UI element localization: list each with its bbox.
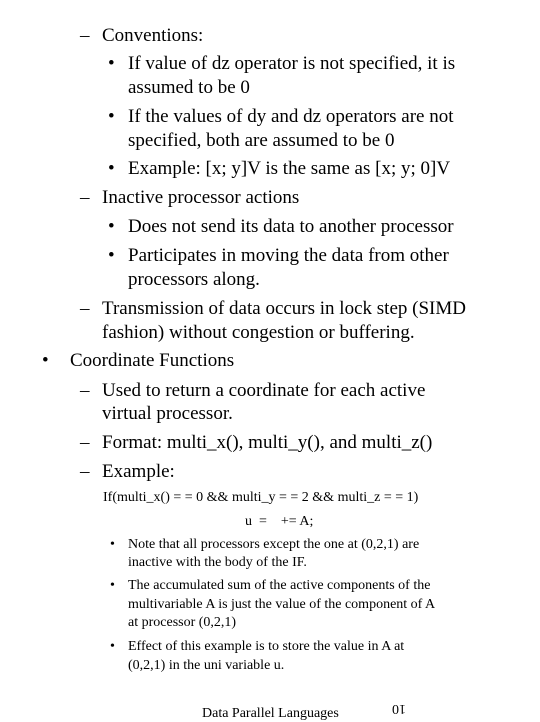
transmission-line-2: fashion) without congestion or buffering. [102,322,415,343]
bullet-marker: • [108,106,115,127]
dz-rule-line-2: assumed to be 0 [128,77,250,98]
bullet-marker: • [108,158,115,179]
code-assign-line: u = += A; [245,514,314,529]
dash-marker: – [80,25,90,46]
bullet-marker: • [42,350,49,371]
dash-marker: – [80,187,90,208]
dash-marker: – [80,298,90,319]
used-to-return-line-1: Used to return a coordinate for each active [102,380,426,401]
bullet-marker: • [110,639,115,654]
dash-marker: – [80,380,90,401]
conventions-heading: Conventions: [102,25,204,46]
footer-title: Data Parallel Languages [202,706,339,721]
coordinate-functions-heading: Coordinate Functions [70,350,235,371]
conventions-example: Example: [x; y]V is the same as [x; y; 0]V [128,158,451,179]
participates-line-2: processors along. [128,269,260,290]
note-2-line-2: multivariable A is just the value of the component of A [128,597,436,612]
dy-dz-rule-line-2: specified, both are assumed to be 0 [128,130,395,151]
format-line: Format: multi_x(), multi_y(), and multi_z() [102,432,433,453]
note-2-line-3: at processor (0,2,1) [128,615,237,630]
dz-rule-line-1: If value of dz operator is not specified, it is [128,53,456,74]
used-to-return-line-2: virtual processor. [102,403,233,424]
no-send-line: Does not send its data to another processor [128,216,454,237]
dash-marker: – [80,461,90,482]
bullet-marker: • [110,578,115,593]
dy-dz-rule-line-1: If the values of dy and dz operators are not [128,106,454,127]
code-if-line: If(multi_x() = = 0 && multi_y = = 2 && multi_z = = 1) [103,490,419,505]
note-3-line-1: Effect of this example is to store the value in A at [128,639,405,654]
page-number: 10 [392,701,406,716]
note-1-line-1: Note that all processors except the one at (0,2,1) are [128,537,420,552]
bullet-marker: • [108,245,115,266]
example-heading: Example: [102,461,175,482]
inactive-actions-heading: Inactive processor actions [102,187,300,208]
note-1-line-2: inactive with the body of the IF. [128,555,307,570]
bullet-marker: • [108,216,115,237]
transmission-line-1: Transmission of data occurs in lock step (SIMD [102,298,466,319]
participates-line-1: Participates in moving the data from other [128,245,449,266]
note-3-line-2: (0,2,1) in the uni variable u. [128,658,285,673]
bullet-marker: • [110,537,115,552]
note-2-line-1: The accumulated sum of the active components of the [128,578,431,593]
bullet-marker: • [108,53,115,74]
dash-marker: – [80,432,90,453]
